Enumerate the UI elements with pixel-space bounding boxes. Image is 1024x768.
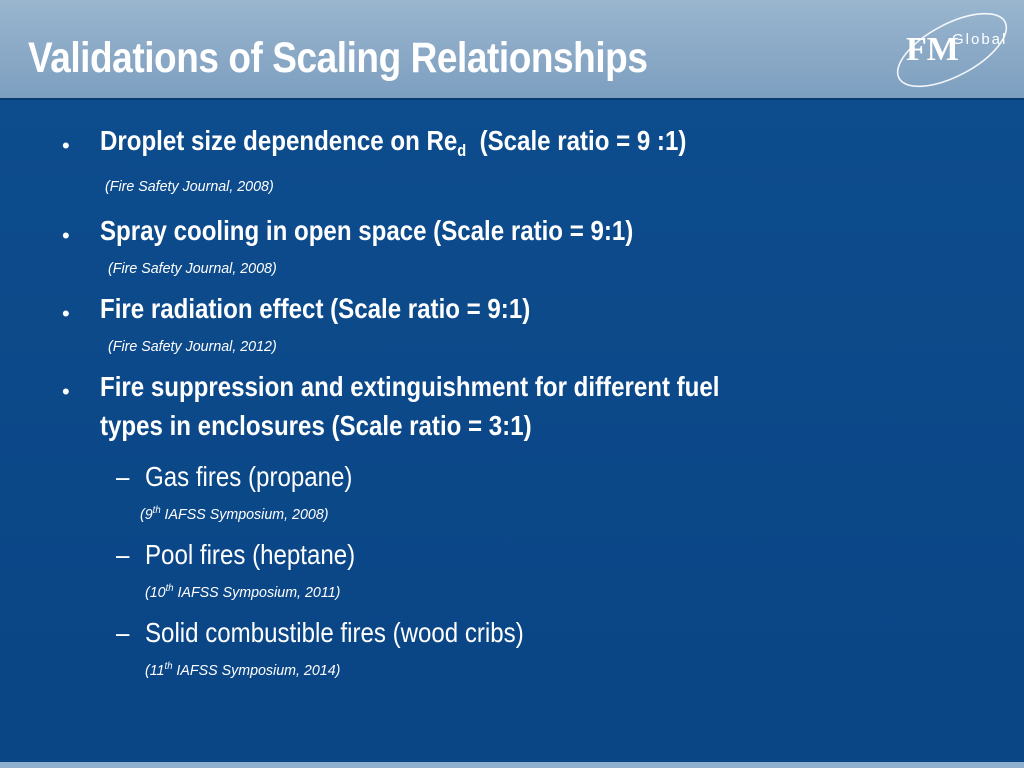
subitem-3-text: Solid combustible fires (wood cribs) bbox=[145, 617, 524, 648]
subitem-1-cite-pre: (9 bbox=[140, 506, 153, 523]
bullet-4-line2: types in enclosures (Scale ratio = 3:1) bbox=[100, 410, 532, 441]
subitem-1-text: Gas fires (propane) bbox=[145, 461, 353, 492]
bullet-1-citation: (Fire Safety Journal, 2008) bbox=[105, 178, 274, 195]
subitem-3-cite-sup: th bbox=[164, 661, 173, 672]
subitem-2-cite-sup: th bbox=[165, 583, 174, 594]
bullet-2-citation: (Fire Safety Journal, 2008) bbox=[108, 260, 277, 277]
bullet-3-citation: (Fire Safety Journal, 2012) bbox=[108, 338, 277, 355]
bullet-4-marker: • bbox=[62, 379, 70, 404]
bullet-1-marker: • bbox=[62, 133, 70, 158]
bullet-1-suffix: (Scale ratio = 9 :1) bbox=[466, 125, 687, 156]
subitem-1-dash: – bbox=[116, 461, 130, 492]
logo-fm-text: FM bbox=[906, 31, 959, 68]
bullet-1-subscript: d bbox=[457, 141, 467, 160]
subitem-3-cite-post: IAFSS Symposium, 2014) bbox=[172, 662, 341, 679]
subitem-3-dash: – bbox=[116, 617, 130, 648]
bullet-1-prefix: Droplet size dependence on Re bbox=[100, 125, 458, 156]
bullet-4-line1: Fire suppression and extinguishment for different fuel bbox=[100, 371, 720, 402]
bottom-divider bbox=[0, 762, 1024, 768]
subitem-1-citation bbox=[140, 506, 329, 523]
subitem-2-citation bbox=[145, 584, 340, 601]
bullet-3-marker: • bbox=[62, 301, 70, 326]
bullet-1-text bbox=[100, 125, 687, 160]
subitem-3-citation bbox=[145, 662, 340, 679]
subitem-2-text: Pool fires (heptane) bbox=[145, 539, 356, 570]
logo-global-text: Global bbox=[952, 31, 1008, 48]
bullet-3-text: Fire radiation effect (Scale ratio = 9:1) bbox=[100, 293, 531, 324]
subitem-2-cite-pre: (10 bbox=[145, 584, 166, 601]
subitem-2-cite-post: IAFSS Symposium, 2011) bbox=[173, 584, 341, 601]
subitem-3-cite-pre: (11 bbox=[145, 662, 165, 679]
bullet-2-text: Spray cooling in open space (Scale ratio = 9:1) bbox=[100, 215, 634, 246]
bullet-2-marker: • bbox=[62, 223, 70, 248]
subitem-1-cite-post: IAFSS Symposium, 2008) bbox=[160, 506, 329, 523]
subitem-2-dash: – bbox=[116, 539, 130, 570]
page-title: Validations of Scaling Relationships bbox=[28, 34, 648, 82]
subitem-1-cite-sup: th bbox=[152, 505, 161, 516]
header-bar bbox=[0, 0, 1024, 100]
fm-global-logo bbox=[880, 8, 1015, 93]
